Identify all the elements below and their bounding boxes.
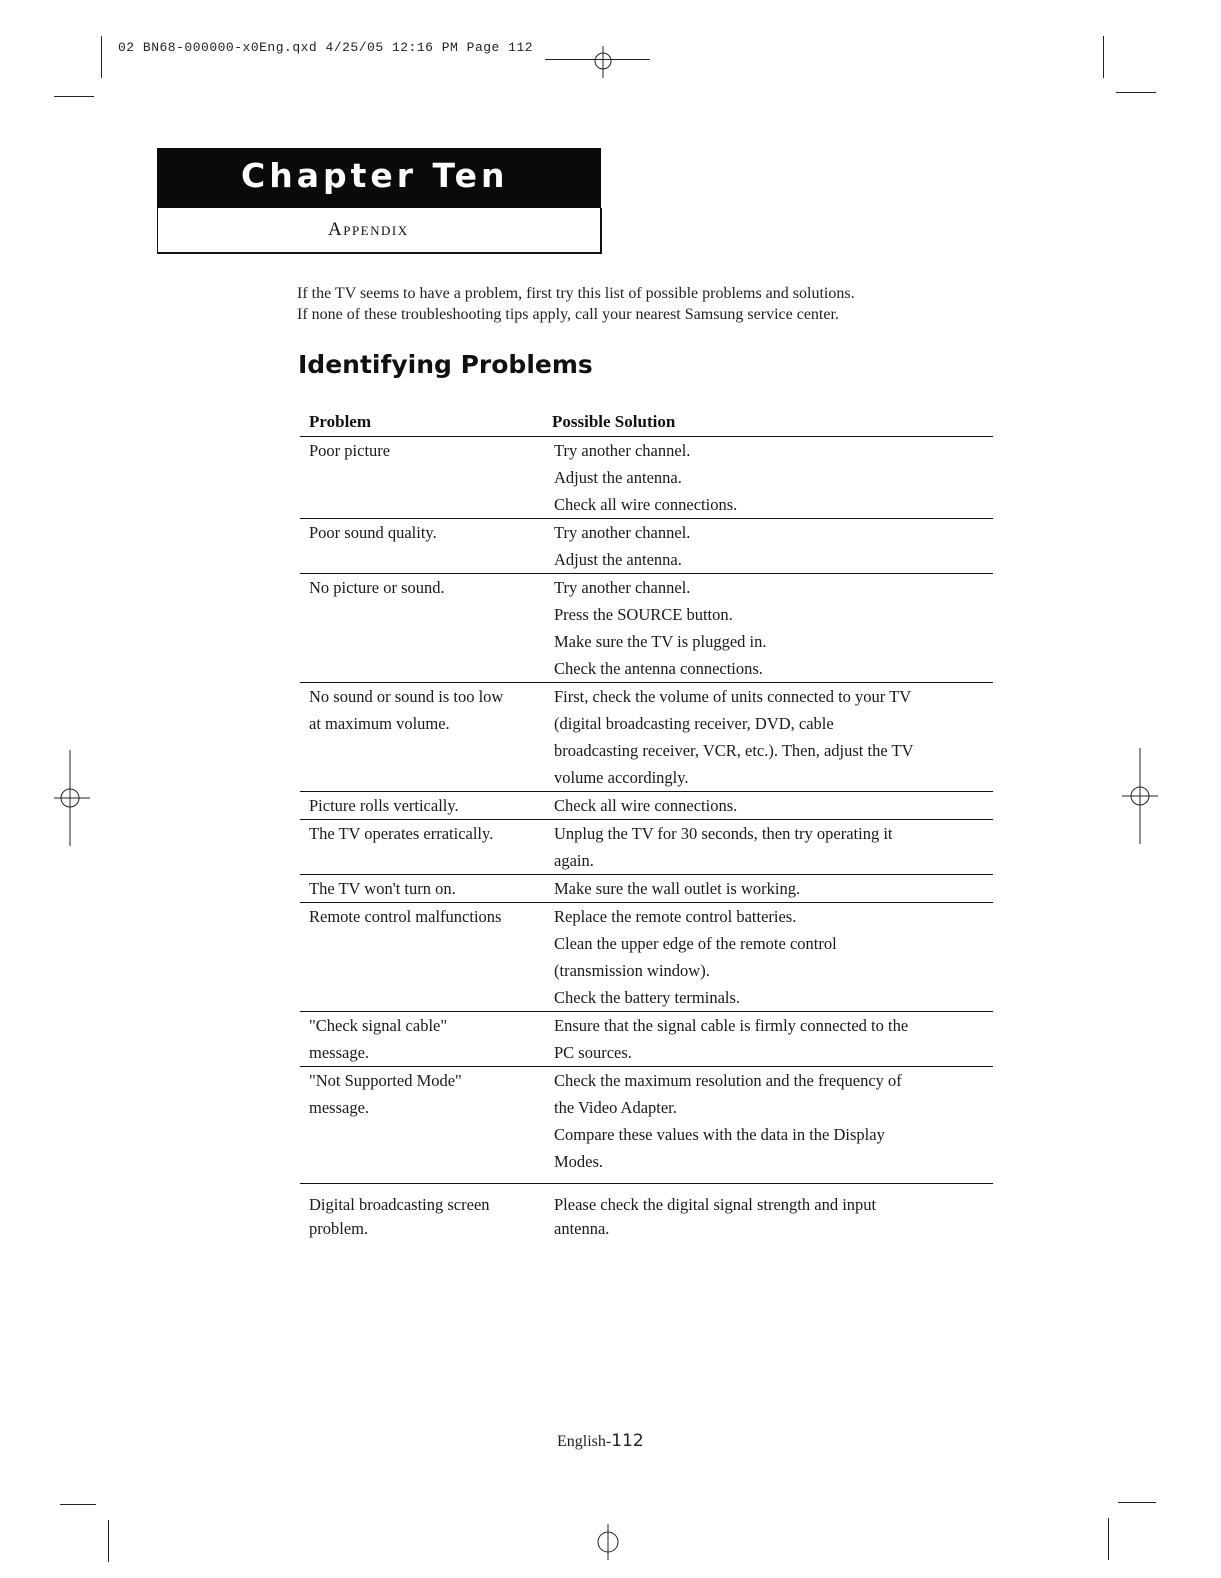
- problem-text: "Not Supported Mode": [309, 1071, 462, 1090]
- chapter-title: Chapter Ten: [241, 156, 509, 195]
- solution-text: Press the SOURCE button.: [554, 605, 733, 624]
- problem-text: message.: [309, 1043, 370, 1062]
- solution-text: Check the antenna connections.: [554, 659, 763, 678]
- table-row: [300, 1067, 993, 1184]
- problem-cell: [300, 1193, 547, 1241]
- crop-mark-top-left-vertical: [101, 36, 102, 78]
- solution-text: broadcasting receiver, VCR, etc.). Then, adjust the TV: [554, 741, 914, 760]
- table-row: [300, 519, 993, 574]
- solution-cell: [547, 683, 993, 791]
- problem-text: The TV operates erratically.: [309, 824, 494, 843]
- solution-cell: [547, 519, 993, 573]
- problem-cell: [300, 683, 547, 791]
- solution-text: the Video Adapter.: [554, 1098, 677, 1117]
- table-row: [300, 792, 993, 820]
- problem-cell: [300, 792, 547, 819]
- problem-text: at maximum volume.: [309, 714, 450, 733]
- solution-cell: [547, 820, 993, 874]
- chapter-subtitle-box: [157, 208, 602, 254]
- solution-text: Replace the remote control batteries.: [554, 907, 797, 926]
- registration-mark-left-icon: [52, 750, 92, 846]
- solution-text: Clean the upper edge of the remote control: [554, 934, 837, 953]
- solution-text: Check all wire connections.: [554, 495, 738, 514]
- solution-text: (transmission window).: [554, 961, 710, 980]
- crop-mark-top-right-vertical: [1103, 36, 1104, 78]
- solution-text: Try another channel.: [554, 441, 691, 460]
- problem-cell: [300, 519, 547, 573]
- problem-cell: [300, 437, 547, 518]
- solution-text: again.: [554, 851, 594, 870]
- solution-text: (digital broadcasting receiver, DVD, cable: [554, 714, 834, 733]
- registration-mark-top-icon: [588, 44, 618, 80]
- chapter-heading: [157, 148, 601, 254]
- crop-mark-top-left-horizontal: [54, 96, 94, 97]
- solution-cell: [547, 437, 993, 518]
- crop-mark-bottom-right-horizontal: [1118, 1502, 1156, 1503]
- header-problem: Problem: [309, 412, 372, 431]
- intro-line: If the TV seems to have a problem, first try this list of possible problems and solutions.: [297, 285, 855, 302]
- solution-text: antenna.: [554, 1219, 610, 1238]
- solution-text: Try another channel.: [554, 523, 691, 542]
- table-row: [300, 875, 993, 903]
- problem-text: "Check signal cable": [309, 1016, 448, 1035]
- troubleshooting-table: [300, 408, 993, 1241]
- problem-text: No sound or sound is too low: [309, 687, 504, 706]
- chapter-subtitle: Appendix: [328, 219, 409, 240]
- problem-text: Picture rolls vertically.: [309, 796, 459, 815]
- solution-text: Ensure that the signal cable is firmly connected to the: [554, 1016, 909, 1035]
- solution-text: Adjust the antenna.: [554, 550, 682, 569]
- section-heading: Identifying Problems: [298, 350, 593, 379]
- crop-mark-top-right-horizontal: [1116, 92, 1156, 93]
- registration-mark-right-icon: [1120, 748, 1160, 844]
- solution-cell: [547, 903, 993, 1011]
- intro-paragraph: [297, 283, 997, 325]
- crop-mark-bottom-left-vertical: [108, 1520, 109, 1562]
- solution-cell: [547, 1067, 993, 1175]
- page-footer: [557, 1431, 644, 1451]
- solution-text: Please check the digital signal strength and input: [554, 1195, 877, 1214]
- solution-cell: [547, 875, 993, 902]
- print-slug: 02 BN68-000000-x0Eng.qxd 4/25/05 12:16 PM Page 112: [118, 40, 534, 55]
- problem-cell: [300, 820, 547, 874]
- table-row: [300, 1184, 993, 1241]
- table-row: [300, 683, 993, 792]
- intro-line: If none of these troubleshooting tips apply, call your nearest Samsung service center.: [297, 306, 839, 323]
- solution-text: Modes.: [554, 1152, 604, 1171]
- problem-cell: [300, 1012, 547, 1066]
- solution-text: Unplug the TV for 30 seconds, then try operating it: [554, 824, 893, 843]
- footer-page-number: 112: [611, 1431, 644, 1451]
- problem-cell: [300, 875, 547, 902]
- problem-text: The TV won't turn on.: [309, 879, 456, 898]
- solution-text: Adjust the antenna.: [554, 468, 682, 487]
- solution-cell: [547, 574, 993, 682]
- solution-text: Compare these values with the data in the Display: [554, 1125, 885, 1144]
- problem-text: No picture or sound.: [309, 578, 445, 597]
- table-row: [300, 820, 993, 875]
- table-row: [300, 1012, 993, 1067]
- problem-cell: [300, 903, 547, 1011]
- solution-cell: [547, 792, 993, 819]
- solution-text: Try another channel.: [554, 578, 691, 597]
- problem-text: message.: [309, 1098, 370, 1117]
- solution-text: Check the maximum resolution and the frequency of: [554, 1071, 902, 1090]
- solution-cell: [547, 1193, 993, 1241]
- problem-cell: [300, 574, 547, 682]
- problem-text: Poor sound quality.: [309, 523, 437, 542]
- table-row: [300, 437, 993, 519]
- solution-cell: [547, 1012, 993, 1066]
- problem-text: Remote control malfunctions: [309, 907, 502, 926]
- solution-text: Make sure the wall outlet is working.: [554, 879, 801, 898]
- solution-text: Check the battery terminals.: [554, 988, 741, 1007]
- problem-text: Digital broadcasting screen: [309, 1195, 490, 1214]
- header-solution: Possible Solution: [552, 412, 676, 431]
- chapter-title-bar: [157, 148, 601, 208]
- solution-text: Make sure the TV is plugged in.: [554, 632, 767, 651]
- solution-text: volume accordingly.: [554, 768, 689, 787]
- solution-text: First, check the volume of units connected to your TV: [554, 687, 912, 706]
- registration-mark-bottom-icon: [590, 1520, 626, 1564]
- solution-text: Check all wire connections.: [554, 796, 738, 815]
- crop-mark-bottom-left-horizontal: [60, 1504, 96, 1505]
- problem-cell: [300, 1067, 547, 1175]
- solution-text: PC sources.: [554, 1043, 632, 1062]
- footer-language-label: English-: [557, 1433, 612, 1450]
- table-body: [300, 437, 993, 1241]
- table-header: [300, 408, 993, 437]
- table-row: [300, 903, 993, 1012]
- crop-mark-bottom-right-vertical: [1108, 1518, 1109, 1560]
- problem-text: Poor picture: [309, 441, 391, 460]
- table-row: [300, 574, 993, 683]
- problem-text: problem.: [309, 1219, 369, 1238]
